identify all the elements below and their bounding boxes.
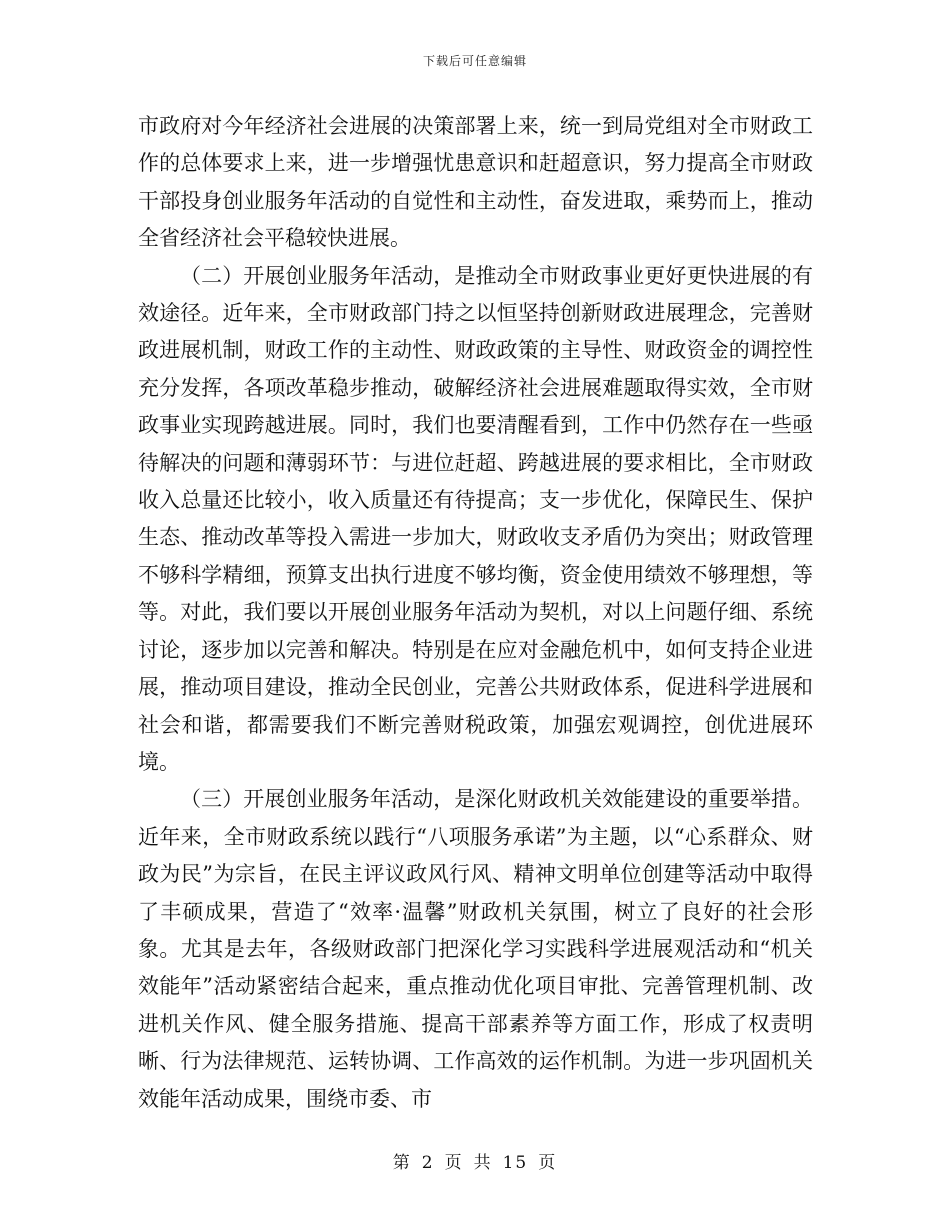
total-pages-number: 15: [502, 1153, 529, 1173]
header-text: 下载后可任意编辑: [422, 54, 527, 68]
page-header: [0, 52, 950, 69]
paragraph-section-2: （二）开展创业服务年活动，是推动全市财政事业更好更快进展的有效途径。近年来，全市财政部门持之以恒坚持创新财政进展理念，完善财政进展机制，财政工作的主动性、财政政策的主导性、财政资金的调控性充分发挥，各项改革稳步推动，破解经济社会进展难题取得实效，全市财政事业实现跨越进展。同时，我们也要清醒看到，工作中仍然存在一些亟待解决的问题和薄弱环节：与进位赶超、跨越进展的要求相比，全市财政收入总量还比较小，收入质量还有待提高；支一步优化，保障民生、保护生态、推动改革等投入需进一步加大，财政收支矛盾仍为突出；财政管理不够科学精细，预算支出执行进度不够均衡，资金使用绩效不够理想，等等。对此，我们要以开展创业服务年活动为契机，对以上问题仔细、系统讨论，逐步加以完善和解决。特别是在应对金融危机中，如何支持企业进展，推动项目建设，推动全民创业，完善公共财政体系，促进科学进展和社会和谐，都需要我们不断完善财税政策，加强宏观调控，创优进展环境。: [138, 263, 813, 774]
footer-total-word: 共: [473, 1153, 493, 1173]
paragraph-continuation: 市政府对今年经济社会进展的决策部署上来，统一到局党组对全市财政工作的总体要求上来，进一步增强忧患意识和赶超意识，努力提高全市财政干部投身创业服务年活动的自觉性和主动性，奋发进取，乘势而上，推动全省经济社会平稳较快进展。: [138, 114, 813, 251]
paragraph-section-3: （三）开展创业服务年活动，是深化财政机关效能建设的重要举措。近年来，全市财政系统以践行“八项服务承诺”为主题，以“心系群众、财政为民”为宗旨，在民主评议政风行风、精神文明单位创建等活动中取得了丰硕成果，营造了“效率·温馨”财政机关氛围，树立了良好的社会形象。尤其是去年，各级财政部门把深化学习实践科学进展观活动和“机关效能年”活动紧密结合起来，重点推动优化项目审批、完善管理机制、改进机关作风、健全服务措施、提高干部素养等方面工作，形成了权责明晰、行为法律规范、运转协调、工作高效的运作机制。为进一步巩固机关效能年活动成果，围绕市委、市: [138, 787, 813, 1111]
footer-prefix: 第: [392, 1153, 412, 1173]
footer-suffix: 页: [538, 1153, 558, 1173]
document-body: [138, 108, 813, 1118]
footer-page-word: 页: [444, 1153, 464, 1173]
page-footer: [0, 1148, 950, 1173]
current-page-number: 2: [421, 1153, 435, 1173]
